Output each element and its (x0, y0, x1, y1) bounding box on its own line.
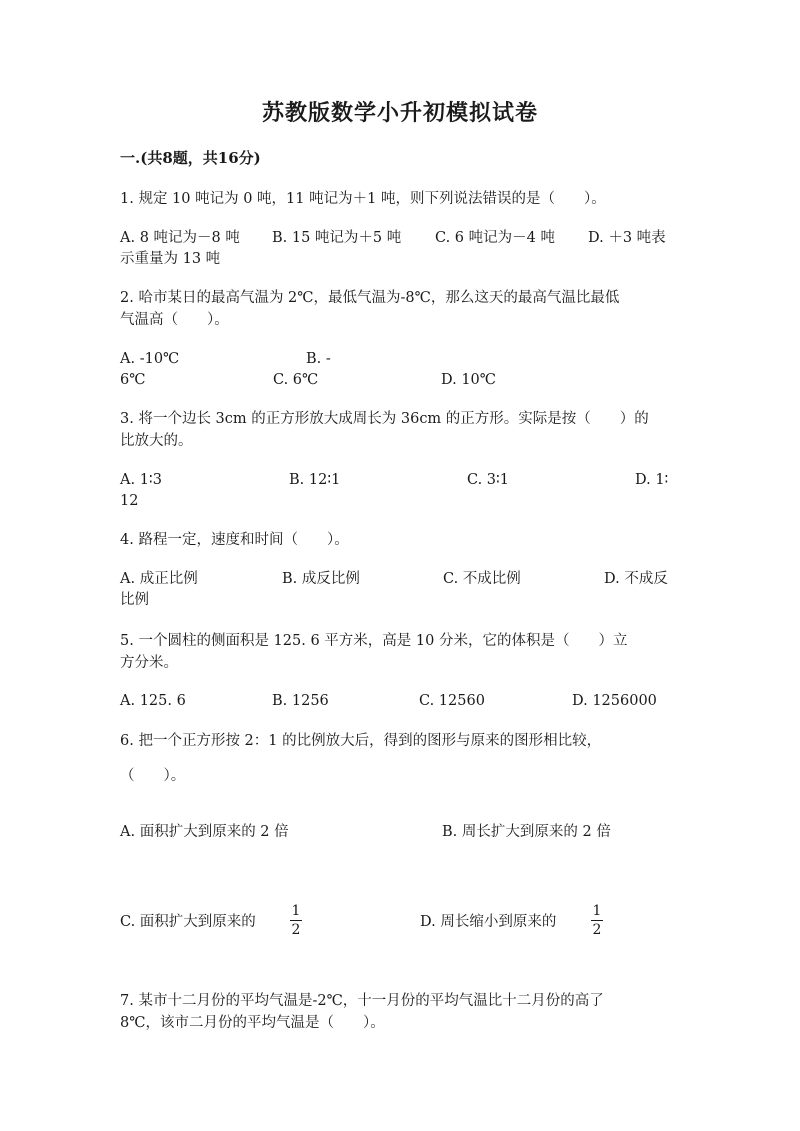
question-6-option-b: B. 周长扩大到原来的 2 倍 (442, 824, 611, 840)
question-2-option-b: B. - (306, 351, 331, 367)
question-3-option-c: C. 3∶1 (467, 472, 510, 488)
question-5-option-c: C. 12560 (419, 693, 485, 709)
question-2-stem-line1: 2. 哈市某日的最高气温为 2℃，最低气温为-8℃，那么这天的最高气温比最低 (120, 290, 620, 306)
question-7-stem-line2: 8℃，该市二月份的平均气温是（ ）。 (120, 1015, 385, 1031)
question-1-option-d: D. ＋3 吨表 (588, 230, 666, 246)
question-1-option-c: C. 6 吨记为－4 吨 (435, 230, 555, 246)
question-5-stem-line2: 方分米。 (120, 655, 178, 671)
question-6-stem-line2: （ ）。 (120, 768, 186, 784)
question-2-option-c: C. 6℃ (273, 372, 319, 388)
fraction-denominator: 2 (291, 922, 301, 938)
question-3-option-b: B. 12∶1 (289, 472, 341, 488)
page-title: 苏教版数学小升初模拟试卷 (261, 100, 538, 126)
fraction-denominator: 2 (592, 922, 602, 938)
fraction-numerator: 1 (592, 903, 602, 919)
fraction-numerator: 1 (291, 903, 301, 919)
question-4-option-d-cont: 比例 (120, 592, 149, 608)
fraction-bar (591, 920, 603, 921)
question-6-option-c: C. 面积扩大到原来的 (120, 914, 256, 930)
question-3-option-d-cont: 12 (120, 493, 139, 509)
question-1-option-d-cont: 示重量为 13 吨 (120, 251, 221, 267)
question-7-stem-line1: 7. 某市十二月份的平均气温是-2℃，十一月份的平均气温比十二月份的高了 (120, 993, 604, 1009)
question-4-option-c: C. 不成比例 (443, 571, 521, 587)
question-6-option-d: D. 周长缩小到原来的 (420, 914, 557, 930)
question-5-option-a: A. 125. 6 (120, 693, 186, 709)
question-4-option-d: D. 不成反 (604, 571, 668, 587)
question-5-option-b: B. 1256 (272, 693, 329, 709)
section-heading: 一.(共8题，共16分) (120, 149, 261, 167)
question-5-stem-line1: 5. 一个圆柱的侧面积是 125. 6 平方米，高是 10 分米，它的体积是（ ）立 (120, 633, 628, 649)
question-6-stem-line1: 6. 把一个正方形按 2：1 的比例放大后，得到的图形与原来的图形相比较， (120, 733, 602, 749)
question-3-option-d: D. 1∶ (635, 472, 669, 488)
question-6-option-a: A. 面积扩大到原来的 2 倍 (120, 824, 289, 840)
question-5-option-d: D. 1256000 (572, 693, 657, 709)
question-4-stem: 4. 路程一定，速度和时间（ ）。 (120, 532, 349, 548)
fraction-one-half (589, 903, 605, 938)
question-4-option-b: B. 成反比例 (282, 571, 360, 587)
question-3-stem-line1: 3. 将一个边长 3cm 的正方形放大成周长为 36cm 的正方形。实际是按（ ）的 (120, 411, 649, 427)
question-4-option-a: A. 成正比例 (120, 571, 198, 587)
fraction-bar (290, 920, 302, 921)
question-2-stem-line2: 气温高（ ）。 (120, 312, 229, 328)
question-1-option-a: A. 8 吨记为－8 吨 (120, 230, 240, 246)
question-1-stem: 1. 规定 10 吨记为 0 吨，11 吨记为＋1 吨，则下列说法错误的是（ ）。 (120, 191, 606, 207)
question-2-option-a: A. -10℃ (120, 351, 180, 367)
question-2-option-d: D. 10℃ (441, 372, 496, 388)
fraction-one-half (288, 903, 304, 938)
question-1-option-b: B. 15 吨记为＋5 吨 (272, 230, 402, 246)
question-2-option-b-cont: 6℃ (120, 372, 146, 388)
question-3-stem-line2: 比放大的。 (120, 433, 193, 449)
question-3-option-a: A. 1∶3 (120, 472, 162, 488)
